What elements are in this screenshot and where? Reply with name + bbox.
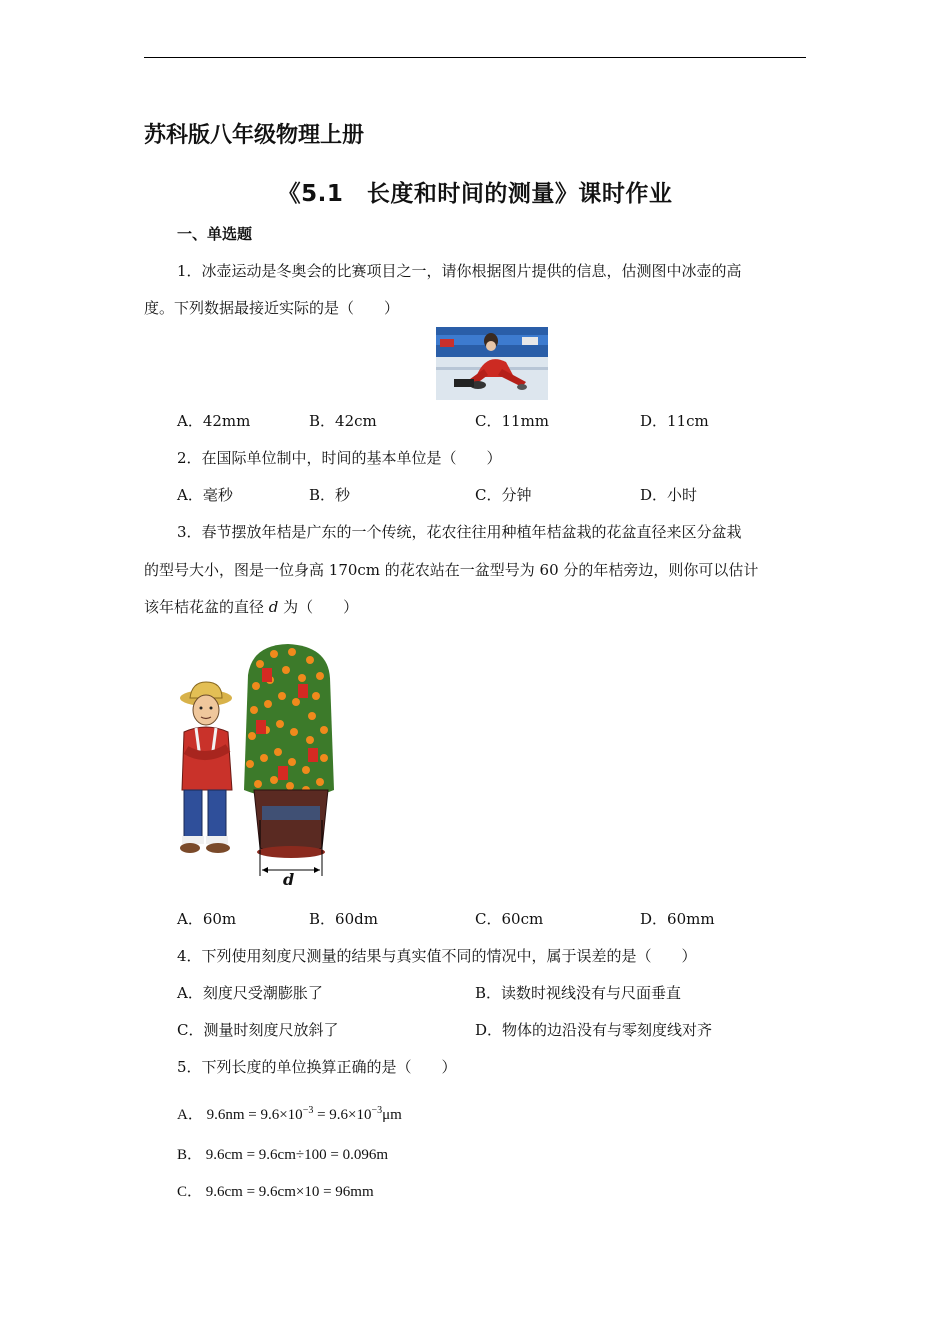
section-heading: 一、单选题 bbox=[177, 225, 253, 243]
q3-stem-line1: 3．春节摆放年桔是广东的一个传统，花农往往用种植年桔盆栽的花盆直径来区分盆栽 bbox=[177, 523, 742, 541]
figure-label-d: d bbox=[283, 870, 295, 889]
q1-stem-line2: 度。下列数据最接近实际的是（ ） bbox=[144, 299, 400, 317]
q2-option-c[interactable]: C．分钟 bbox=[475, 486, 532, 504]
curling-photo bbox=[436, 327, 548, 400]
q4-option-b[interactable]: B．读数时视线没有与尺面垂直 bbox=[475, 984, 682, 1002]
q3-option-b[interactable]: B．60dm bbox=[309, 910, 378, 928]
q2-option-a[interactable]: A．毫秒 bbox=[177, 486, 233, 504]
q5-option-c[interactable]: C． 9.6cm = 9.6cm×10 = 96mm bbox=[177, 1184, 374, 1200]
q4-stem-line1: 4．下列使用刻度尺测量的结果与真实值不同的情况中，属于误差的是（ ） bbox=[177, 947, 697, 965]
q3-option-d[interactable]: D．60mm bbox=[640, 910, 715, 928]
q3-stem-line2: 的型号大小，图是一位身高 170cm 的花农站在一盆型号为 60 分的年桔旁边，则你可以估计 bbox=[144, 561, 759, 579]
q1-option-b[interactable]: B．42cm bbox=[309, 412, 377, 430]
q1-option-a[interactable]: A．42mm bbox=[177, 412, 251, 430]
q1-stem-line1: 1．冰壶运动是冬奥会的比赛项目之一，请你根据图片提供的信息，估测图中冰壶的高 bbox=[177, 262, 742, 280]
q4-option-c[interactable]: C．测量时刻度尺放斜了 bbox=[177, 1021, 339, 1039]
q3-option-c[interactable]: C．60cm bbox=[475, 910, 544, 928]
page-title: 《5.1 长度和时间的测量》课时作业 bbox=[277, 181, 673, 207]
q2-option-b[interactable]: B．秒 bbox=[309, 486, 351, 504]
series-title: 苏科版八年级物理上册 bbox=[144, 123, 365, 148]
q5-option-a[interactable]: A． $9.6nm = 9.6\times 10^{-3} = 9.6\times 10^{-3}\mu m$ bbox=[177, 1105, 402, 1123]
q1-option-c[interactable]: C．11mm bbox=[475, 412, 550, 430]
q5-option-b[interactable]: B． 9.6cm = 9.6cm÷100 = 0.096m bbox=[177, 1147, 388, 1163]
q3-option-a[interactable]: A．60m bbox=[177, 910, 237, 928]
q4-option-d[interactable]: D．物体的边沿没有与零刻度线对齐 bbox=[475, 1021, 713, 1039]
q3-stem-line3: 该年桔花盆的直径 d 为（ ） bbox=[144, 598, 359, 616]
header-rule bbox=[144, 57, 806, 58]
farmer-kumquat-figure bbox=[170, 640, 345, 890]
q2-option-d[interactable]: D．小时 bbox=[640, 486, 698, 504]
q1-option-d[interactable]: D．11cm bbox=[640, 412, 709, 430]
q2-stem-line1: 2．在国际单位制中，时间的基本单位是（ ） bbox=[177, 449, 502, 467]
q4-option-a[interactable]: A．刻度尺受潮膨胀了 bbox=[177, 984, 323, 1002]
q5-stem-line1: 5．下列长度的单位换算正确的是（ ） bbox=[177, 1058, 457, 1076]
